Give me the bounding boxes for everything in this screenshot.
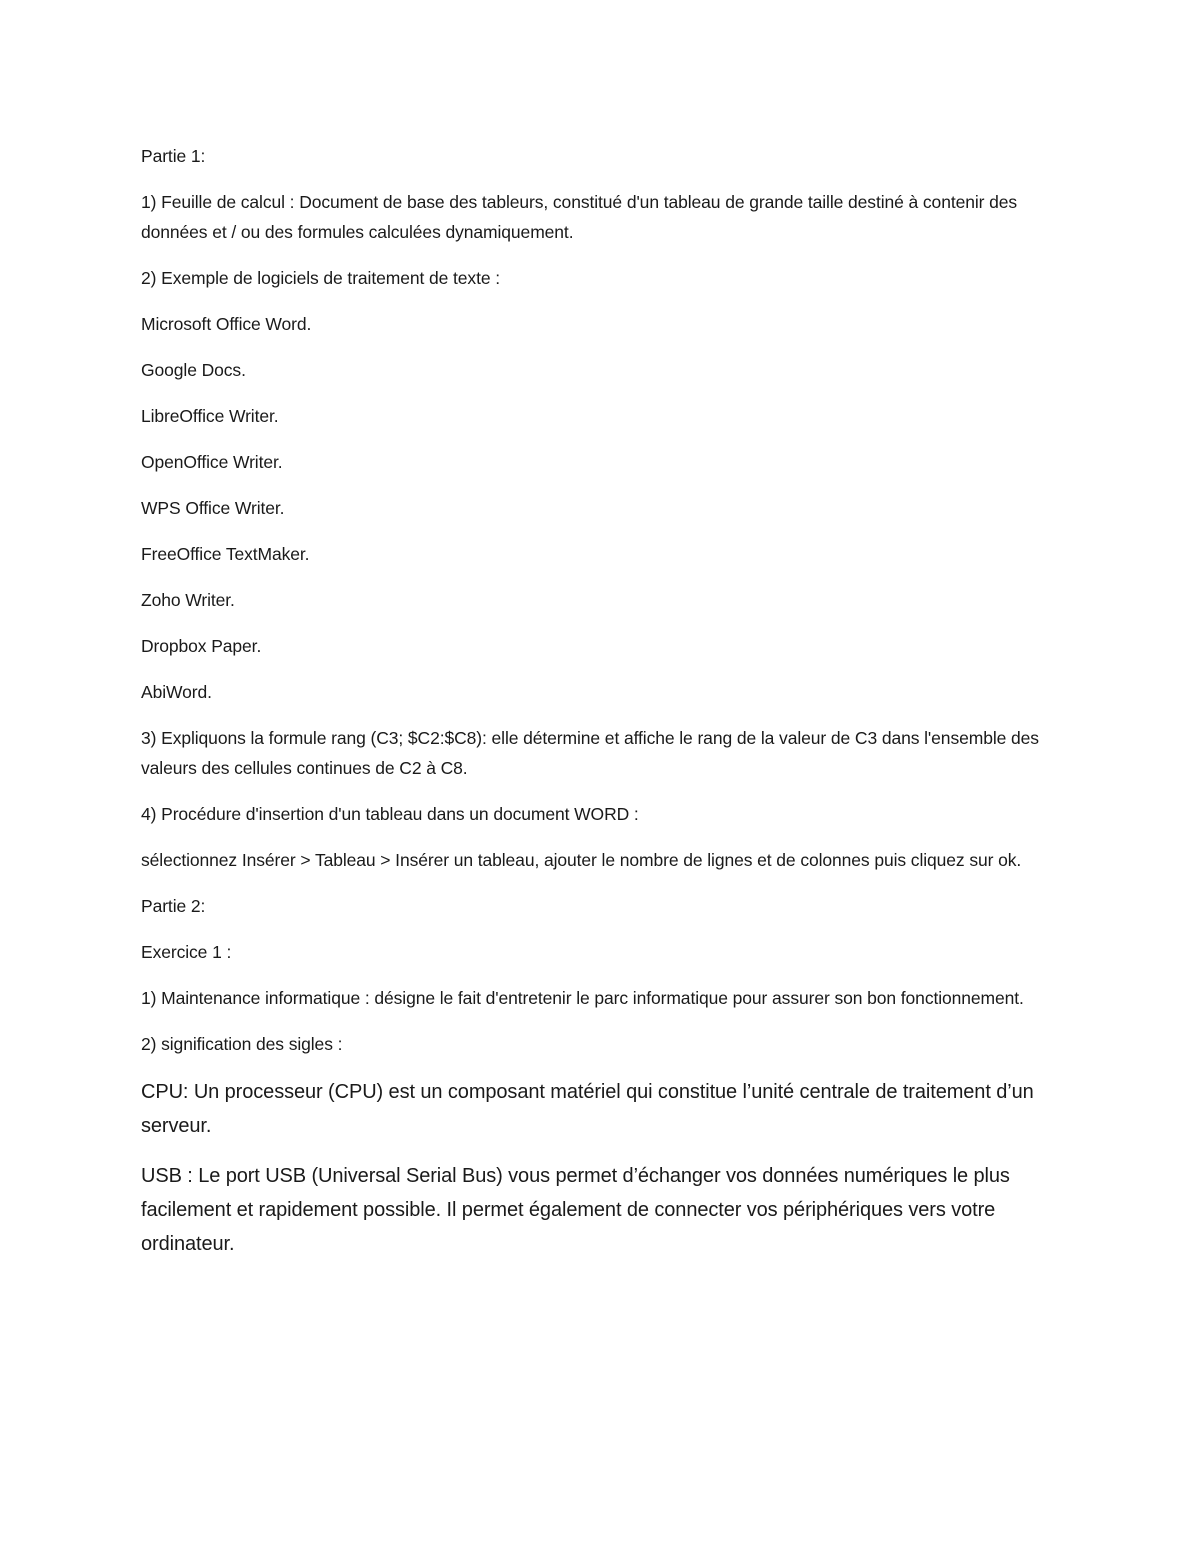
- software-item: Zoho Writer.: [141, 590, 235, 610]
- exercice1-question-1: 1) Maintenance informatique : désigne le fait d'entretenir le parc informatique pour assurer son bon fonctionnement.: [141, 988, 1024, 1008]
- software-item: Dropbox Paper.: [141, 636, 262, 656]
- partie2-heading: Partie 2:: [141, 896, 206, 916]
- exercice1-heading: Exercice 1 :: [141, 942, 232, 962]
- software-item: Google Docs.: [141, 360, 246, 380]
- partie1-heading: Partie 1:: [141, 146, 206, 166]
- cpu-definition: CPU: Un processeur (CPU) est un composant matériel qui constitue l’unité centrale de traitement d’un serveur.: [141, 1081, 1034, 1137]
- exercice1-question-2-heading: 2) signification des sigles :: [141, 1034, 343, 1054]
- usb-definition: USB : Le port USB (Universal Serial Bus) vous permet d’échanger vos données numériques le plus facilement et rapidement possible. Il permet également de connecter vos périphériques vers votre ordinateur.: [141, 1165, 1010, 1255]
- question-2-heading: 2) Exemple de logiciels de traitement de texte :: [141, 268, 501, 288]
- question-1-feuille-de-calcul: 1) Feuille de calcul : Document de base des tableurs, constitué d'un tableau de grande taille destiné à contenir des données et / ou des formules calculées dynamiquement.: [141, 192, 1018, 242]
- question-3-formule-rang: 3) Expliquons la formule rang (C3; $C2:$C8): elle détermine et affiche le rang de la valeur de C3 dans l'ensemble des valeurs des cellules continues de C2 à C8.: [141, 728, 1039, 778]
- software-item: LibreOffice Writer.: [141, 406, 279, 426]
- software-item: AbiWord.: [141, 682, 212, 702]
- document-body: [141, 141, 1041, 1277]
- software-item: WPS Office Writer.: [141, 498, 285, 518]
- question-4-answer: sélectionnez Insérer > Tableau > Insérer un tableau, ajouter le nombre de lignes et de colonnes puis cliquez sur ok.: [141, 850, 1022, 870]
- software-item: OpenOffice Writer.: [141, 452, 283, 472]
- software-item: Microsoft Office Word.: [141, 314, 312, 334]
- software-item: FreeOffice TextMaker.: [141, 544, 310, 564]
- question-4-heading: 4) Procédure d'insertion d'un tableau dans un document WORD :: [141, 804, 639, 824]
